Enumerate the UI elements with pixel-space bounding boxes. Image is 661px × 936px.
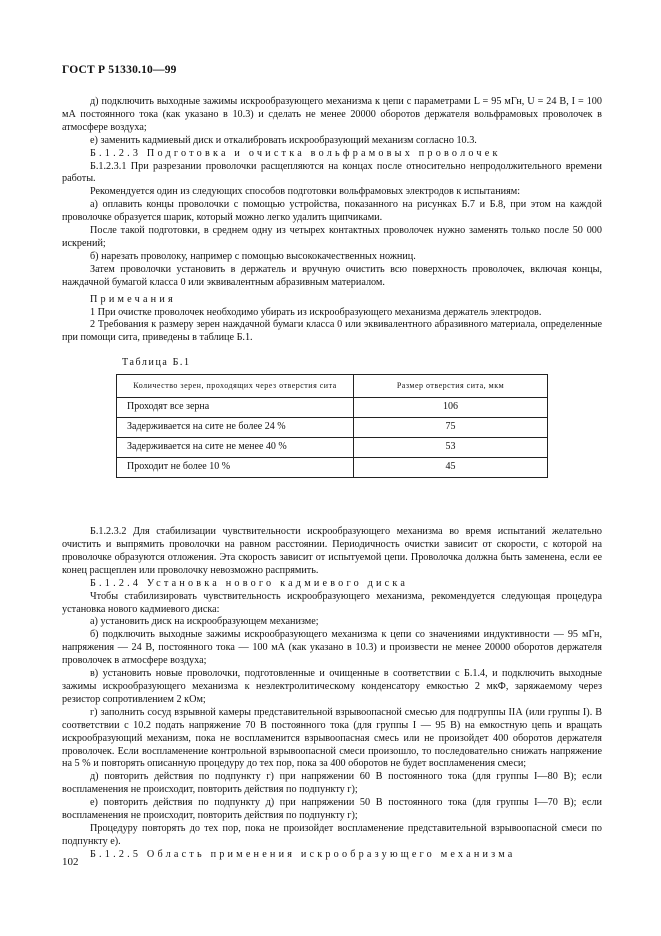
paragraph-b1231: Б.1.2.3.1 При разрезании проволочки расщепляются на концах после относительно непродолжительного времени работы. [62, 160, 602, 185]
step-v: в) установить новые проволочки, подготовленные и очищенные в соответствии с Б.1.4, и подключить выходные зажимы искрообразующего механизма к неэлектролитическому конденсатору емкостью 2 мкФ, заряжаемому через резистор сопротивлением 2 кОм; [62, 668, 602, 705]
table-row [117, 418, 548, 438]
table-cell-value: 75 [354, 418, 548, 438]
document-body [62, 96, 602, 862]
document-header: ГОСТ Р 51330.10—99 [62, 64, 177, 76]
paragraph-then: Затем проволочки установить в держатель и вручную очистить всю поверхность проволочек, включая концы, наждачной бумагой класса 0 или эквивалентным абразивным материалом. [62, 263, 602, 288]
table-cell-value: 45 [354, 458, 548, 478]
table-cell-label: Задерживается на сите не менее 40 % [117, 438, 354, 458]
step-a: а) установить диск на искрообразующем механизме; [90, 616, 319, 628]
paragraph-stabilize: Чтобы стабилизировать чувствительность искрообразующего механизма, рекомендуется следующая процедура установка нового кадмиевого диска: [62, 590, 602, 615]
step-d: д) повторить действия по подпункту г) при напряжении 60 В постоянного тока (для группы I—80 В); если воспламенения не происходит, повторить действия по подпункту г); [62, 771, 602, 796]
table-cell-label: Проходит не более 10 % [117, 458, 354, 478]
table-header-row [117, 375, 548, 398]
page-number: 102 [62, 856, 79, 868]
table-row [117, 438, 548, 458]
table-cell-value: 106 [354, 398, 548, 418]
step-b: б) подключить выходные зажимы искрообразующего механизма к цепи со значениями индуктивности — 95 мГн, напряжения — 24 В, постоянного тока — 100 мА (как указано в 10.3) и произвести не менее 20000 оборотов держателя проволочек в атмосфере воздуха; [62, 629, 602, 667]
section-heading-b124: Б.1.2.4 Установка нового кадмиевого диска [90, 577, 409, 589]
section-heading-b123: Б.1.2.3 Подготовка и очистка вольфрамовых проволочек [90, 147, 501, 159]
paragraph-d: д) подключить выходные зажимы искрообразующего механизма к цепи с параметрами L = 95 мГн, U = 24 В, I = 100 мА постоянного тока (как указано в 10.3) и сделать не менее 20000 оборотов держателя вольфрамовых проволочек в атмосфере воздуха; [62, 96, 602, 133]
notes-heading: Примечания [90, 293, 176, 305]
note-1: 1 При очистке проволочек необходимо убирать из искрообразующего механизма держатель электродов. [90, 306, 542, 318]
paragraph-b1232: Б.1.2.3.2 Для стабилизации чувствительности искрообразующего механизма во время испытаний желательно очистить и выпрямить проволочки на равном расстоянии. Периодичность очистки зависит от скорости, с которой на проволочке образуются отложения. Эта скорость зависит от испытуемой цепи. Проволочка должна быть заменена, если ее конец расщеплен или проволочку невозможно распрямить. [62, 526, 602, 576]
step-e: е) повторить действия по подпункту д) при напряжении 50 В постоянного тока (для группы I—70 В); если воспламенения не происходит, повторить действия по подпункту г); [62, 797, 602, 822]
table-header-size: Размер отверстия сита, мкм [354, 375, 548, 398]
note-2: 2 Требования к размеру зерен наждачной бумаги класса 0 или эквивалентного абразивного материала, определенные при помощи сита, приведены в таблице Б.1. [62, 319, 602, 344]
table-header-grains: Количество зерен, проходящих через отверстия сита [117, 375, 354, 398]
table-cell-label: Проходят все зерна [117, 398, 354, 418]
paragraph-e: е) заменить кадмиевый диск и откалибровать искрообразующий механизм согласно 10.3. [90, 134, 477, 146]
step-g: г) заполнить сосуд взрывной камеры представительной взрывоопасной смесью для подгруппы IIА (или группы I). В соответствии с 10.2 подать напряжение 70 В постоянного тока (для группы I — 95 В) на емкостную цепь и вращать искрообразующий механизм, пока не воспламенится взрывоопасная смесь или не произойдет 400 оборотов держателя проволочек. Если воспламенение контрольной взрывоопасной смеси произошло, то последовательно снижать напряжение на 5 % и повторять описанную процедуру до тех пор, пока за 400 оборотов не будет воспламенения смеси; [62, 706, 602, 770]
paragraph-a: а) оплавить концы проволочки с помощью устройства, показанного на рисунках Б.7 и Б.8, при этом на каждой проволочке образуется шарик, который можно легко удалить щипчиками. [62, 199, 602, 224]
paragraph-b: б) нарезать проволоку, например с помощью высококачественных ножниц. [90, 250, 416, 262]
paragraph-recommended: Рекомендуется один из следующих способов подготовки вольфрамовых электродов к испытаниям: [90, 186, 521, 198]
table-row [117, 458, 548, 478]
section-heading-b125: Б.1.2.5 Область применения искрообразующего механизма [90, 848, 516, 860]
paragraph-repeat: Процедуру повторять до тех пор, пока не произойдет воспламенение представительной взрывоопасной смеси по подпункту е). [62, 822, 602, 847]
sieve-table [116, 374, 548, 478]
table-cell-value: 53 [354, 438, 548, 458]
table-caption: Таблица Б.1 [122, 357, 191, 369]
table-row [117, 398, 548, 418]
paragraph-after-prep: После такой подготовки, в среднем одну из четырех контактных проволочек нужно заменять только после 50 000 искрений; [62, 225, 602, 249]
table-cell-label: Задерживается на сите не более 24 % [117, 418, 354, 438]
